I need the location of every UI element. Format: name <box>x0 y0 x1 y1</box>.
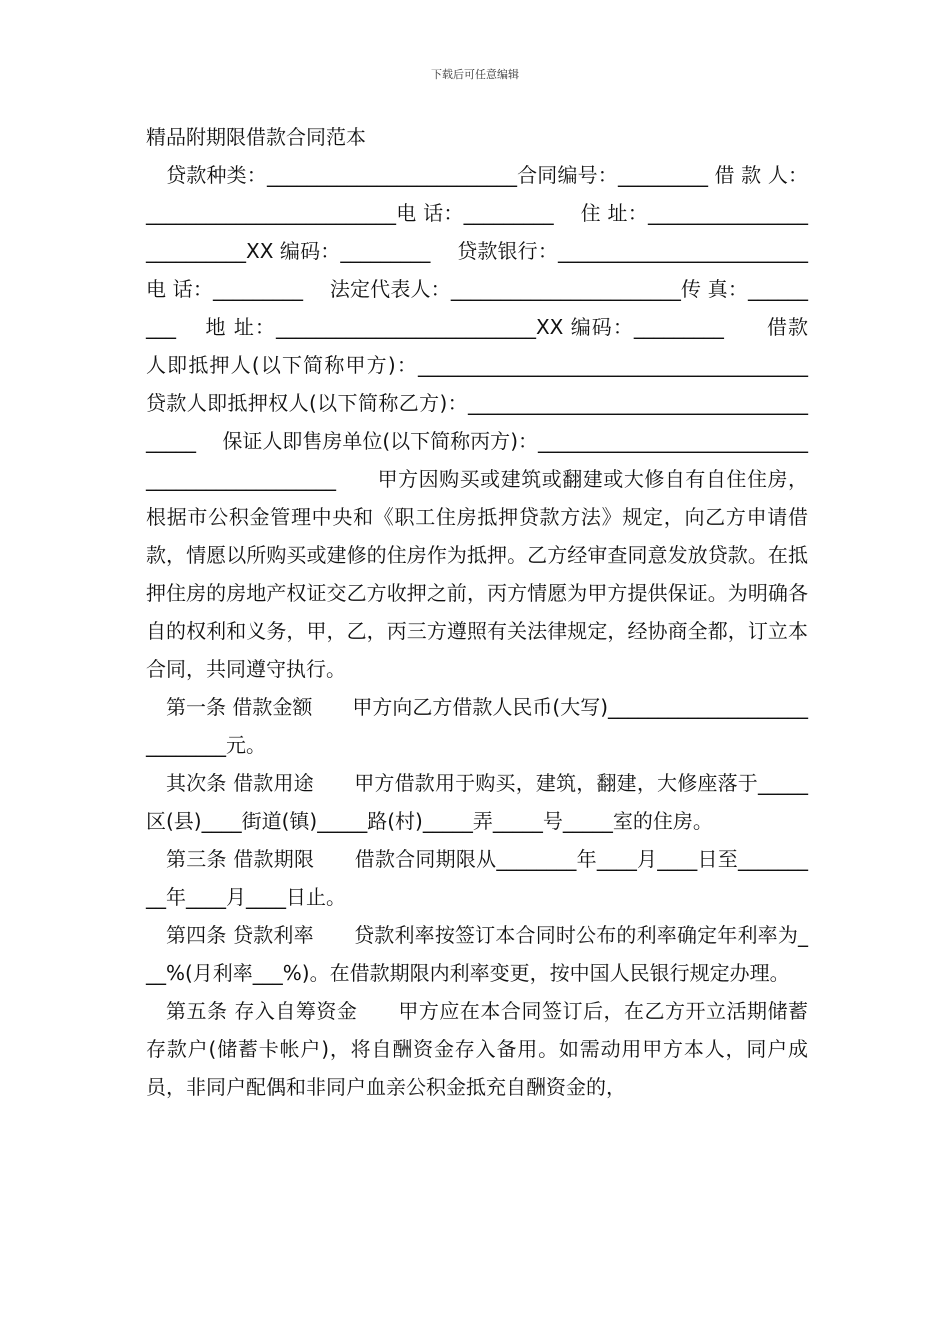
document-title: 精品附期限借款合同范本 <box>146 125 366 149</box>
article-5: 第五条 存入自筹资金 甲方应在本合同签订后，在乙方开立活期储蓄存款户(储蓄卡帐户)，将自酬资金存入备用。如需动用甲方本人，同户成员，非同户配偶和非同户血亲公积金抵充自酬资金的， <box>146 999 808 1099</box>
article-4: 第四条 贷款利率 贷款利率按签订本合同时公布的利率确定年利率为___%(月利率___%)。在借款期限内利率变更，按中国人民银行规定办理。 <box>146 923 808 985</box>
article-1: 第一条 借款金额 甲方向乙方借款人民币(大写)____________________________元。 <box>146 695 808 757</box>
article-2: 其次条 借款用途 甲方借款用于购买，建筑，翻建，大修座落于_____区(县)____街道(镇)_____路(村)_____弄_____号_____室的住房。 <box>146 771 808 833</box>
document-body <box>146 118 848 1106</box>
parties-section: 贷款种类：_________________________合同编号：_________ 借 款 人：_________________________电 话：_________ 住 址：__________________________XX 编码：_________ 贷款银行：_________________________电 话：_________ 法定代表人：_______________________传 真：_________ 地 址：__________________________XX 编码：_________ 借款人即抵押人(以下简称甲方)：_______________________________________ 贷款人即抵押权人(以下简称乙方)：_______________________________________ 保证人即售房单位(以下简称丙方)：______________________________________________ 甲方因购买或建筑或翻建或大修自有自住住房，根据市公积金管理中央和《职工住房抵押贷款方法》规定，向乙方申请借款，情愿以所购买或建修的住房作为抵押。乙方经审查同意发放贷款。在抵押住房的房地产权证交乙方收押之前，丙方情愿为甲方提供保证。为明确各自的权利和义务，甲，乙，丙三方遵照有关法律规定，经协商全都，订立本合同，共同遵守执行。 <box>146 163 848 681</box>
article-3: 第三条 借款期限 借款合同期限从________年____月____日至_________年____月____日止。 <box>146 847 808 909</box>
page-header: 下载后可任意编辑 <box>431 68 519 81</box>
